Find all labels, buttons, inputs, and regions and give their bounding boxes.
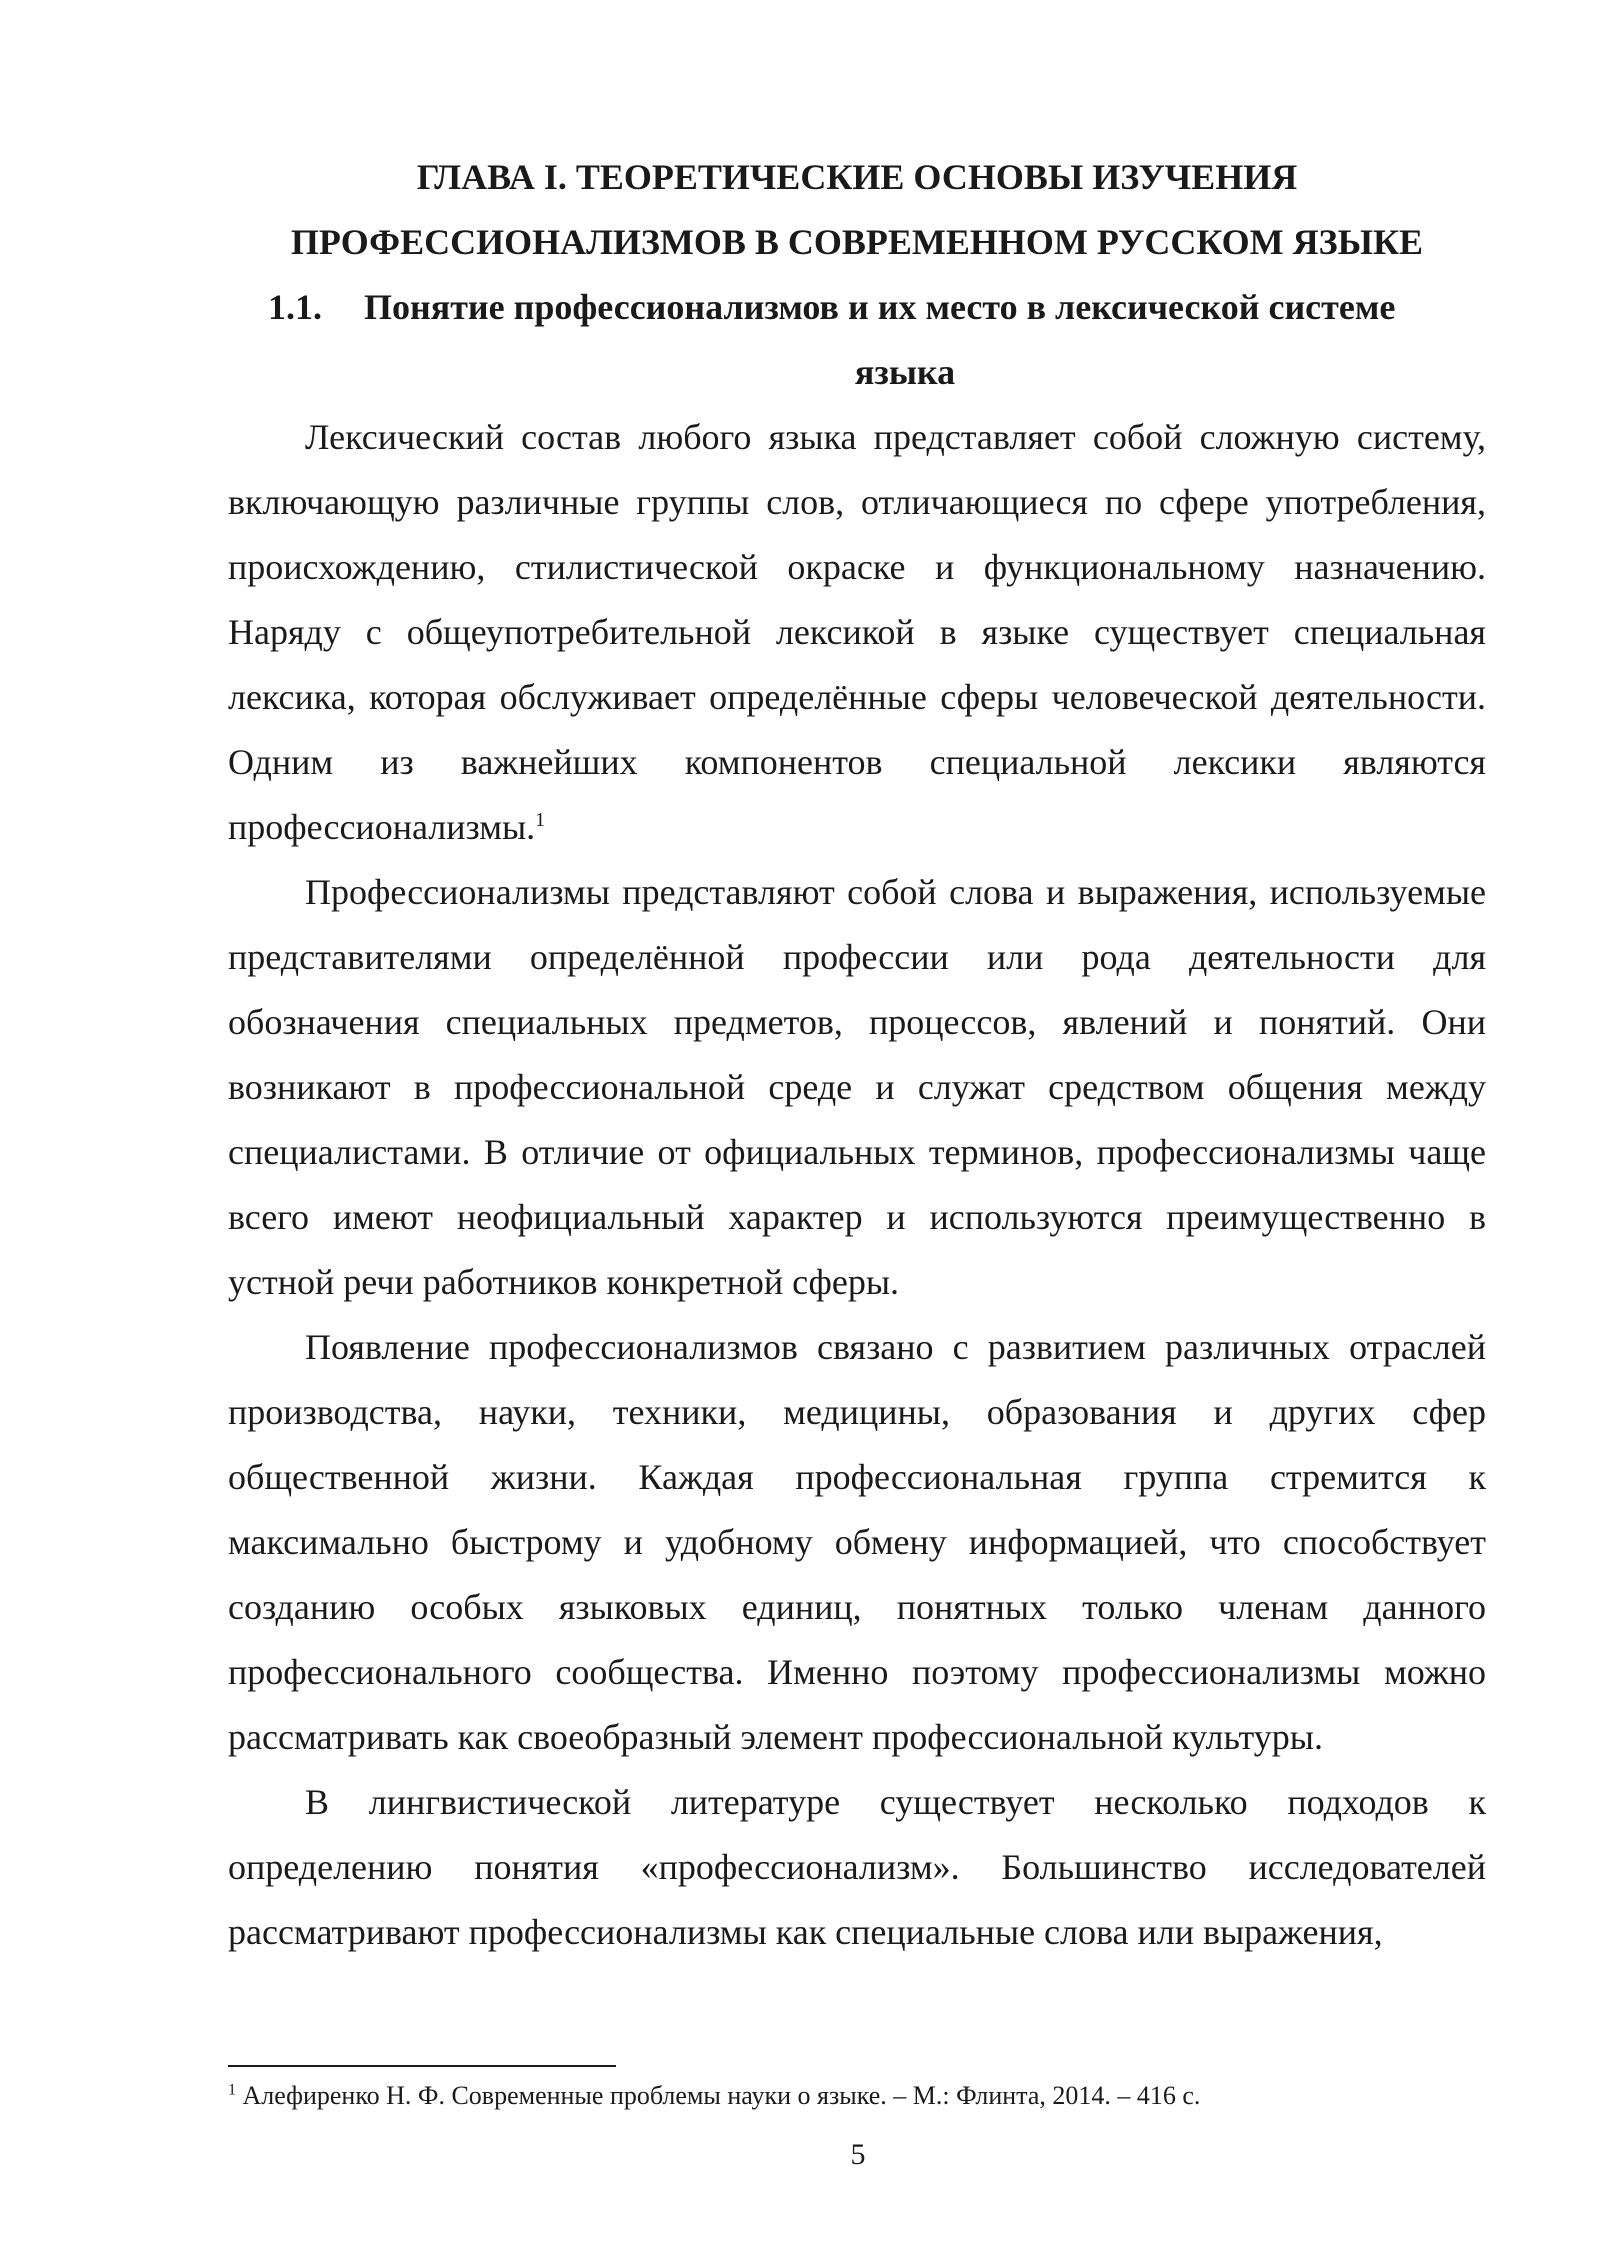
- footnote-separator: [228, 2065, 616, 2067]
- paragraph-1: [228, 405, 1486, 860]
- paragraph-4: В лингвистической литературе существует несколько подходов к определению понятия «профессионализм». Большинство исследователей рассматривают профессионализмы как специальные слова или выражения,: [228, 1782, 1486, 1952]
- section-title-line1: Понятие профессионализмов и их место в лексической системе: [364, 287, 1396, 327]
- footnote: [228, 2078, 1486, 2114]
- chapter-title-line2: ПРОФЕССИОНАЛИЗМОВ В СОВРЕМЕННОМ РУССКОМ ЯЗЫКЕ: [290, 222, 1424, 262]
- section-title: [228, 275, 1486, 405]
- paragraph-3: Появление профессионализмов связано с развитием различных отраслей производства, науки, техники, медицины, образования и других сфер общественной жизни. Каждая профессиональная группа стремится к максимально быстрому и удобному обмену информацией, что способствует созданию особых языковых единиц, понятных только членам данного профессионального сообщества. Именно поэтому профессионализмы можно рассматривать как своеобразный элемент профессиональной культуры.: [228, 1327, 1486, 1757]
- footnote-text: Алефиренко Н. Ф. Современные проблемы науки о языке. – М.: Флинта, 2014. – 416 с.: [242, 2081, 1201, 2110]
- footnote-reference[interactable]: 1: [535, 809, 546, 831]
- section-title-line1-row: [228, 275, 1486, 340]
- section-number: 1.1.: [268, 287, 322, 327]
- footnote-number: 1: [228, 2081, 236, 2099]
- chapter-title: [228, 145, 1486, 275]
- section-title-line2: языка: [854, 352, 956, 392]
- paragraph-2: Профессионализмы представляют собой слова и выражения, используемые представителями определённой профессии или рода деятельности для обозначения специальных предметов, процессов, явлений и понятий. Они возникают в профессиональной среде и служат средством общения между специалистами. В отличие от официальных терминов, профессионализмы чаще всего имеют неофициальный характер и используются преимущественно в устной речи работников конкретной сферы.: [228, 872, 1486, 1302]
- paragraph-1-text: Лексический состав любого языка представляет собой сложную систему, включающую различные группы слов, отличающиеся по сфере употребления, происхождению, стилистической окраске и функциональному назначению. Наряду с общеупотребительной лексикой в языке существует специальная лексика, которая обслуживает определённые сферы человеческой деятельности. Одним из важнейших компонентов специальной лексики являются профессионализмы.: [228, 417, 1486, 847]
- document-page: [228, 145, 1486, 1965]
- chapter-title-line1: ГЛАВА I. ТЕОРЕТИЧЕСКИЕ ОСНОВЫ ИЗУЧЕНИЯ: [416, 157, 1298, 197]
- page-number: 5: [850, 2138, 866, 2171]
